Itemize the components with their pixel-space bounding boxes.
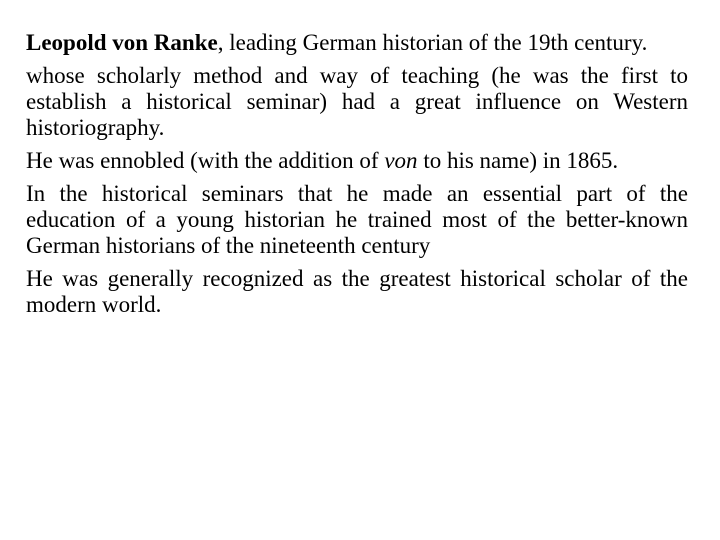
slide-body-text	[26, 30, 688, 325]
ennobled-von: von	[384, 148, 418, 173]
paragraph-greatest-scholar: He was generally recognized as the greatest historical scholar of the modern world.	[26, 266, 688, 317]
paragraph-seminars: In the historical seminars that he made an essential part of the education of a young historian he trained most of the better-known German historians of the nineteenth century	[26, 181, 688, 258]
ennobled-after: to his name) in 1865.	[417, 148, 619, 173]
paragraph-ennobled	[26, 148, 688, 174]
paragraph-scholarly-method: whose scholarly method and way of teaching (he was the first to establish a historical seminar) had a great influence on Western historiography.	[26, 63, 688, 140]
ranke-intro-rest: , leading German historian of the 19th century.	[217, 30, 648, 55]
paragraph-ranke-intro	[26, 30, 688, 56]
ranke-name: Leopold von Ranke	[26, 30, 218, 55]
ennobled-before: He was ennobled (with the addition of	[26, 148, 385, 173]
